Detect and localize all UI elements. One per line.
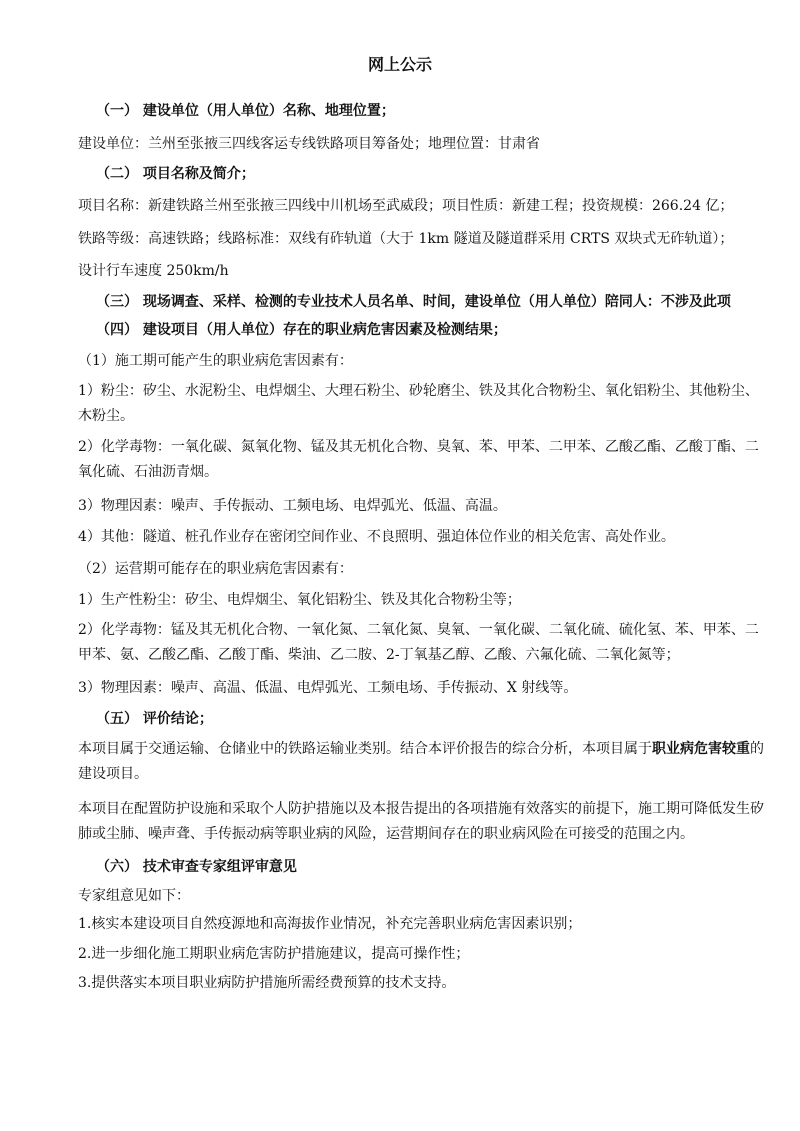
section-4-heading: （四） 建设项目（用人单位）存在的职业病危害因素及检测结果； <box>96 322 507 338</box>
expert-opinion-1: 1.核实本建设项目自然疫源地和高海拔作业情况，补充完善职业病危害因素识别； <box>78 916 582 932</box>
operation-dust-item: 1）生产性粉尘：矽尘、电焊烟尘、氧化铝粉尘、铁及其化合物粉尘等； <box>78 592 521 608</box>
section-1-heading: （一） 建设单位（用人单位）名称、地理位置； <box>96 103 395 119</box>
construction-dust-item: 1）粉尘：矽尘、水泥粉尘、电焊烟尘、大理石粉尘、砂轮磨尘、铁及其化合物粉尘、氧化铝粉尘、其他粉尘、木粉尘。 <box>78 383 759 424</box>
page-title: 网上公示 <box>367 55 432 74</box>
expert-opinion-3: 3.提供落实本项目职业病防护措施所需经费预算的技术支持。 <box>78 975 456 991</box>
hazard-level-emphasis: 职业病危害较重 <box>652 741 750 757</box>
construction-chemical-item: 2）化学毒物：一氧化碳、氮氧化物、锰及其无机化合物、臭氧、苯、甲苯、二甲苯、乙酸乙酯、乙酸丁酯、二氧化硫、石油沥青烟。 <box>78 439 759 480</box>
design-speed-line: 设计行车速度 250km/h <box>78 263 229 279</box>
section-6-heading: （六） 技术审查专家组评审意见 <box>96 859 297 875</box>
railway-grade-line: 铁路等级：高速铁路；线路标准：双线有砟轨道（大于 1km 隧道及隧道群采用 CRTS 双块式无砟轨道）； <box>78 231 734 247</box>
operation-period-subheading: （2）运营期可能存在的职业病危害因素有： <box>78 561 353 577</box>
section-1-body: 建设单位：兰州至张掖三四线客运专线铁路项目筹备处；地理位置：甘肃省 <box>78 136 540 152</box>
conclusion-text-end: 的建设项目。 <box>78 741 764 782</box>
operation-chemical-item: 2）化学毒物：锰及其无机化合物、一氧化氮、二氧化氮、臭氧、一氧化碳、二氧化硫、硫化氢、苯、甲苯、二甲苯、氨、乙酸乙酯、乙酸丁酯、柴油、乙二胺、2-丁氧基乙醇、乙酸、六氟化硫、二氧化氮等； <box>78 622 759 663</box>
conclusion-paragraph-2: 本项目在配置防护设施和采取个人防护措施以及本报告提出的各项措施有效落实的前提下，施工期可降低发生矽肺或尘肺、噪声聋、手传振动病等职业病的风险，运营期间存在的职业病风险在可接受的范围之内。 <box>78 801 764 842</box>
construction-period-subheading: （1）施工期可能产生的职业病危害因素有： <box>78 353 353 369</box>
section-3-heading: （三） 现场调查、采样、检测的专业技术人员名单、时间，建设单位（用人单位）陪同人：不涉及此项 <box>96 294 731 310</box>
project-name-line: 项目名称：新建铁路兰州至张掖三四线中川机场至武威段；项目性质：新建工程；投资规模：266.24 亿； <box>78 198 734 214</box>
expert-opinion-intro: 专家组意见如下： <box>78 888 190 904</box>
construction-physical-item: 3）物理因素：噪声、手传振动、工频电场、电焊弧光、低温、高温。 <box>78 498 507 514</box>
operation-physical-item: 3）物理因素：噪声、高温、低温、电焊弧光、工频电场、手传振动、X 射线等。 <box>78 680 578 696</box>
expert-opinion-2: 2.进一步细化施工期职业病危害防护措施建议，提高可操作性； <box>78 946 470 962</box>
construction-other-item: 4）其他：隧道、桩孔作业存在密闭空间作业、不良照明、强迫体位作业的相关危害、高处作业。 <box>78 529 675 545</box>
section-5-heading: （五） 评价结论； <box>96 711 213 727</box>
section-2-heading: （二） 项目名称及简介； <box>96 166 255 182</box>
conclusion-paragraph-1 <box>78 737 768 787</box>
conclusion-text-start: 本项目属于交通运输、仓储业中的铁路运输业类别。结合本评价报告的综合分析，本项目属于 <box>78 741 652 757</box>
